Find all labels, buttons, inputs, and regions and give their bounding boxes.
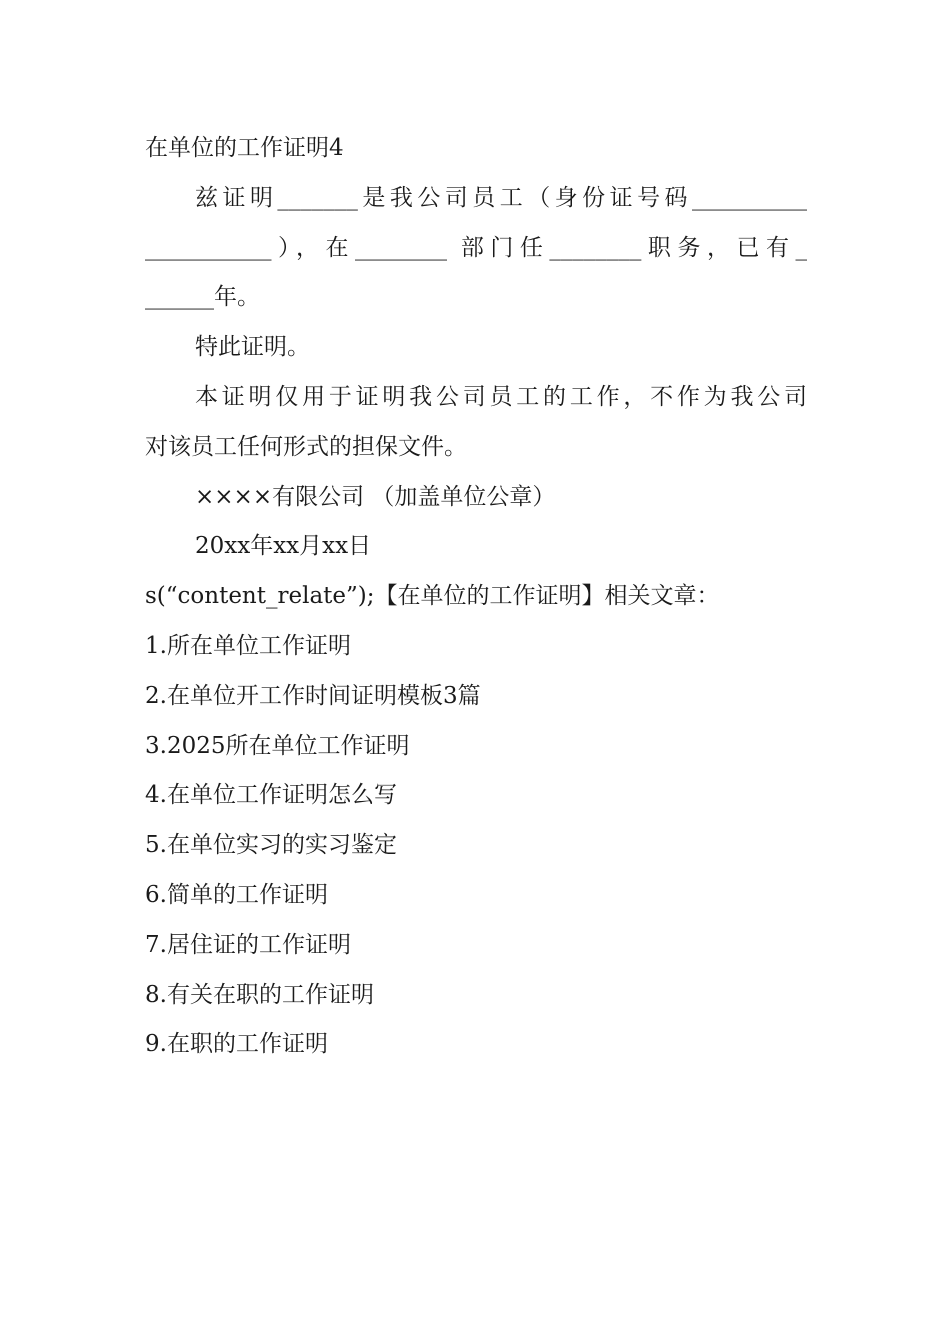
related-article-link[interactable]: 6.简单的工作证明 <box>145 881 328 908</box>
document-date: 20xx年xx月xx日 <box>195 533 372 560</box>
related-articles-list <box>145 622 807 1070</box>
certificate-paragraph-line-2: ___________），在________ 部门任________职务，已有_ <box>145 234 807 261</box>
certificate-paragraph-line-1: 兹证明_______是我公司员工（身份证号码__________ <box>195 184 807 211</box>
disclaimer-line-2: 对该员工任何形式的担保文件。 <box>145 433 467 460</box>
certificate-paragraph-line-3: ______年。 <box>145 284 260 311</box>
related-article-link[interactable]: 3.2025所在单位工作证明 <box>145 732 410 759</box>
related-article-link[interactable]: 5.在单位实习的实习鉴定 <box>145 832 397 859</box>
related-articles-header: s(“content_relate”);【在单位的工作证明】相关文章： <box>145 583 720 610</box>
hereby-certify-text: 特此证明。 <box>195 334 310 361</box>
related-article-link[interactable]: 9.在职的工作证明 <box>145 1031 328 1058</box>
related-article-link[interactable]: 2.在单位开工作时间证明模板3篇 <box>145 682 481 709</box>
document-page <box>145 124 807 1070</box>
disclaimer-line-1: 本证明仅用于证明我公司员工的工作，不作为我公司 <box>195 383 807 410</box>
related-article-link[interactable]: 7.居住证的工作证明 <box>145 931 351 958</box>
document-title: 在单位的工作证明4 <box>145 135 344 161</box>
related-article-link[interactable]: 4.在单位工作证明怎么写 <box>145 782 397 809</box>
company-signature: ××××有限公司 （加盖单位公章） <box>195 483 556 510</box>
related-article-link[interactable]: 1.所在单位工作证明 <box>145 632 351 659</box>
related-article-link[interactable]: 8.有关在职的工作证明 <box>145 981 374 1008</box>
